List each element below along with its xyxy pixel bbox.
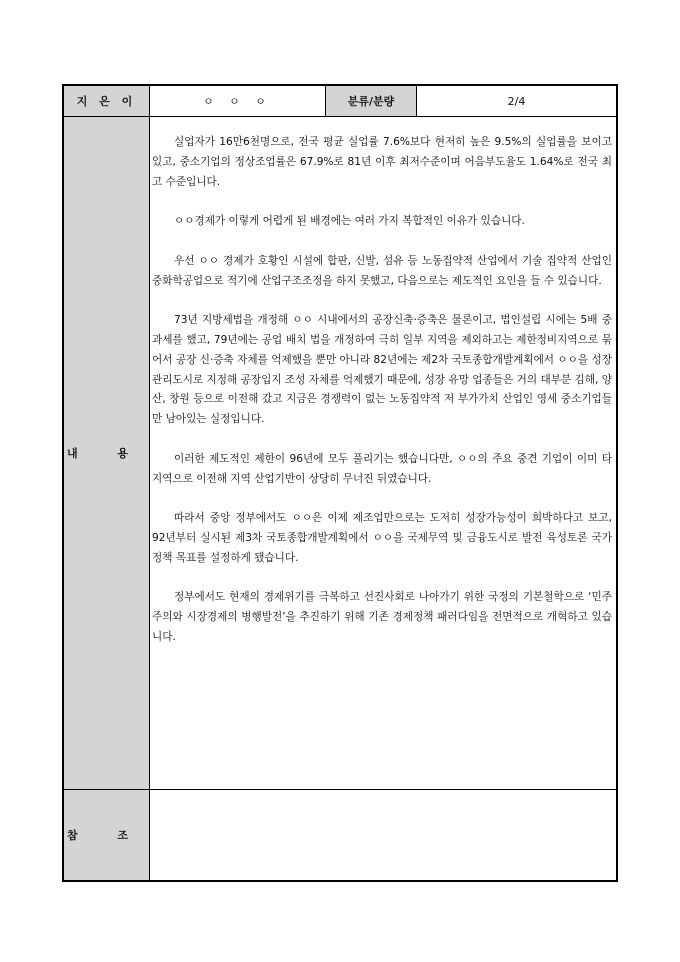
paragraph: 따라서 중앙 정부에서도 ㅇㅇ은 이제 제조업만으로는 도저히 성장가능성이 희박하다고 보고, 92년부터 실시된 제3차 국토종합개발계획에서 ㅇㅇ을 국제무역 및 금융도시로 발전 육성토론 국가정책 목표를 설정하게 됐습니다.	[152, 512, 612, 564]
content-label: 내 용	[64, 117, 150, 789]
paragraph: 정부에서도 현재의 경제위기를 극복하고 선진사회로 나아가기 위한 국정의 기본철학으로 ‘민주주의와 시장경제의 병행발전’을 추진하기 위해 기존 경제정책 패러다임을 전면적으로 개혁하고 있습니다.	[152, 591, 612, 643]
category-value: 2/4	[507, 94, 526, 108]
header-row	[64, 86, 616, 117]
category-label: 분류/분량	[326, 86, 417, 116]
content-body	[150, 117, 616, 789]
reference-value	[150, 790, 616, 880]
paragraph: 실업자가 16만6천명으로, 전국 평균 실업률 7.6%보다 현저히 높은 9.5%의 실업률을 보이고 있고, 중소기업의 정상조업률은 67.9%로 81년 이후 최저수준이며 어음부도율도 1.64%로 전국 최고 수준입니다.	[152, 136, 612, 188]
paragraph: 이러한 제도적인 제한이 96년에 모두 풀리기는 했습니다만, ㅇㅇ의 주요 중견 기업이 이미 타 지역으로 이전해 지역 산업기반이 상당히 무너진 뒤였습니다.	[152, 452, 612, 485]
reference-row	[64, 790, 616, 880]
paragraph: 73년 지방세법을 개정해 ㅇㅇ 시내에서의 공장신축·증축은 물론이고, 법인설립 시에는 5배 중과세를 했고, 79년에는 공업 배치 법을 개정하여 극히 일부 지역을 제외하고는 제한정비지역으로 묶어서 공장 신·증축 자체를 억제했을 뿐만 아니라 82년에는 제2차 국토종합개발계획에서 ㅇㅇ을 성장관리도시로 지정해 공장입지 조성 자체를 억제했기 때문에, 성장 유망 업종들은 거의 대부분 김해, 양산, 창원 등으로 이전해 갔고 지금은 경쟁력이 없는 노동집약적 저 부가가치 산업인 영세 중소기업들만 남아있는 실정입니다.	[152, 314, 612, 426]
paragraph: 우선 ㅇㅇ 경제가 호황인 시설에 합판, 신발, 섬유 등 노동집약적 산업에서 기술 집약적 산업인 중화학공업으로 적기에 산업구조조정을 하지 못했고, 다음으로는 제도적인 요인을 들 수 있습니다.	[152, 254, 612, 287]
paragraph: ㅇㅇ경제가 이렇게 어렵게 된 배경에는 여러 가지 복합적인 이유가 있습니다.	[174, 215, 525, 228]
author-value: ㅇ ㅇ ㅇ	[150, 86, 326, 116]
reference-label: 참 조	[64, 790, 150, 880]
author-label: 지 은 이	[64, 86, 150, 116]
document-form	[62, 84, 618, 882]
content-row	[64, 117, 616, 790]
